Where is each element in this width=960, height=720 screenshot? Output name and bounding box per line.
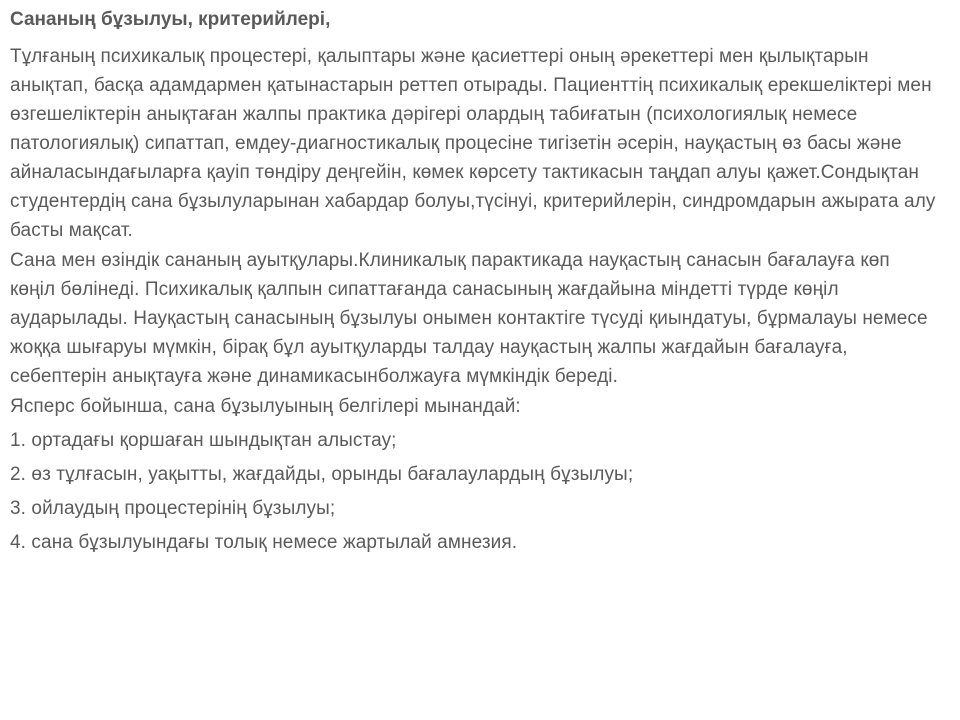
list-item: 4. сана бұзылуындағы толық немесе жартылай амнезия. (10, 532, 518, 553)
paragraph-intro: Тұлғаның психикалық процестері, қалыптары және қасиеттері оның әрекеттері мен қылықтарын анықтап, басқа адамдармен қатынастарын реттеп отырады. Пациенттің психикалық ерекшеліктері мен өзгешеліктерін анықтаған жалпы практика дәрігері олардың табиғатын (психологиялық немесе патологиялық) сипаттап, емдеу-диагностикалық процесіне тигізетін әсерін, науқастың өз басы және айналасындағыларға қауіп төндіру деңгейін, көмек көрсету тактикасын таңдап алуы қажет.Сондықтан студентердің сана бұзылуларынан хабардар болуы,түсінуі, критерийлерін, синдромдарын ажырата алу басты мақсат. (10, 46, 936, 241)
slide-title: Сананың бұзылуы, критерийлері, (10, 9, 331, 30)
paragraph-consciousness: Сана мен өзіндік сананың ауытқулары.Клиникалық парактикада науқастың санасын бағалауға көп көңіл бөлінеді. Психикалық қалпын сипаттағанда санасының жағдайына міндетті түрде көңіл аударылады. Науқастың санасының бұзылуы онымен контактіге түсуді қиындатуы, бұрмалауы немесе жоққа шығаруы мүмкін, бірақ бұл ауытқуларды талдау науқастың жалпы жағдайын бағалауға, себептерін анықтауға және динамикасынболжауға мүмкіндік береді. (10, 250, 928, 387)
slide-content (10, 8, 940, 562)
list-item: 2. өз тұлғасын, уақытты, жағдайды, орынды бағалаулардың бұзылуы; (10, 464, 634, 485)
paragraph-jaspers: Ясперс бойынша, сана бұзылуының белгілері мынандай: (10, 396, 521, 417)
list-item: 1. ортадағы қоршаған шындықтан алыстау; (10, 430, 397, 451)
list-item: 3. ойлаудың процестерінің бұзылуы; (10, 498, 336, 519)
